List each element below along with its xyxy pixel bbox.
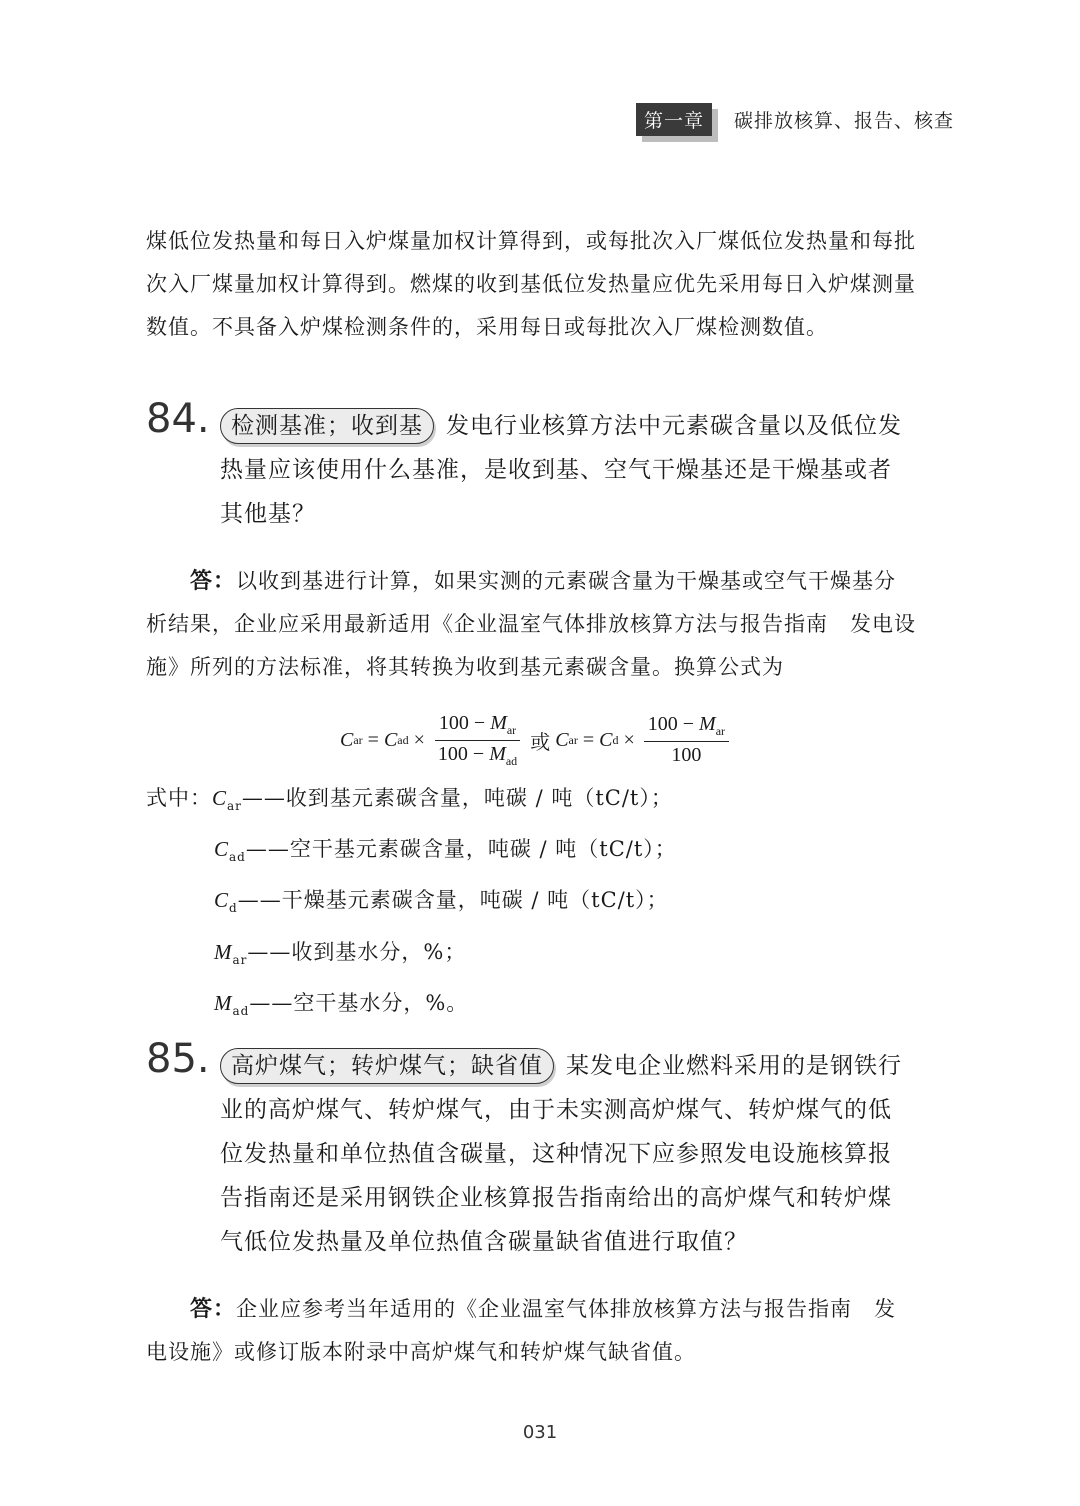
question-line: 发电行业核算方法中元素碳含量以及低位发 xyxy=(446,413,902,439)
keyword-tag: 检测基准；收到基 xyxy=(220,408,434,444)
question-number: 84. xyxy=(146,396,210,442)
conversion-formula: C ar = C ad × $\frac{100 - M_{ar}}{100 - M_{ad}}$ 或 C ar = C d × $\frac{100 - M_{ar}}{100}$ xyxy=(340,705,733,775)
intro-line: 次入厂煤量加权计算得到。燃煤的收到基低位发热量应优先采用每日入炉煤测量 xyxy=(146,272,916,296)
question-85 xyxy=(146,1036,958,1264)
formula-definitions: 式中：$C_{ar}——$收到基元素碳含量，吨碳 / 吨（tC/t）； $C_{ad}——$空干基元素碳含量，吨碳 / 吨（tC/t）； $C_d——$干燥基元素碳含量，吨碳 / 吨（tC/t）； $M_{ar}——$收到基水分，%； $M_{ad}——$空干基水分，%。 xyxy=(146,786,677,1018)
definition-text: ——收到基元素碳含量，吨碳 / 吨（tC/t）； xyxy=(241,786,673,810)
question-line: 位发热量和单位热值含碳量，这种情况下应参照发电设施核算报 xyxy=(220,1141,892,1167)
question-line: 业的高炉煤气、转炉煤气，由于未实测高炉煤气、转炉煤气的低 xyxy=(220,1097,892,1123)
answer-85 xyxy=(146,1288,956,1374)
answer-label: 答： xyxy=(190,1297,237,1322)
chapter-tag: 第一章 xyxy=(636,103,712,136)
question-84 xyxy=(146,396,958,536)
question-line: 热量应该使用什么基准，是收到基、空气干燥基还是干燥基或者 xyxy=(220,457,892,483)
question-number: 85. xyxy=(146,1036,210,1082)
fraction-2: $\frac{100 - M_{ar}}{100}$ xyxy=(644,713,729,767)
keyword-tag: 高炉煤气；转炉煤气；缺省值 xyxy=(220,1048,554,1084)
definition-text: ——收到基水分，%； xyxy=(247,939,467,964)
intro-line: 煤低位发热量和每日入炉煤量加权计算得到，或每批次入厂煤低位发热量和每批 xyxy=(146,229,916,253)
intro-paragraph xyxy=(146,220,956,349)
question-line: 告指南还是采用钢铁企业核算报告指南给出的高炉煤气和转炉煤 xyxy=(220,1185,892,1211)
answer-84 xyxy=(146,560,956,689)
answer-label: 答： xyxy=(190,569,237,594)
chapter-title: 碳排放核算、报告、核查 xyxy=(733,109,954,132)
running-header xyxy=(636,101,954,137)
question-line: 其他基？ xyxy=(220,501,316,527)
answer-line: 电设施》或修订版本附录中高炉煤气和转炉煤气缺省值。 xyxy=(146,1340,696,1364)
definition-text: ——空干基水分，%。 xyxy=(249,990,469,1015)
page-number: 031 xyxy=(522,1422,558,1443)
fraction-1: $\frac{100 - M_{ar}}{100 - M_{ad}}$ xyxy=(434,712,521,769)
answer-line: 析结果，企业应采用最新适用《企业温室气体排放核算方法与报告指南 发电设 xyxy=(146,612,916,636)
answer-line: 以收到基进行计算，如果实测的元素碳含量为干燥基或空气干燥基分 xyxy=(236,569,897,593)
definition-text: ——空干基元素碳含量，吨碳 / 吨（tC/t）； xyxy=(245,837,677,862)
question-line: 某发电企业燃料采用的是钢铁行 xyxy=(566,1053,902,1079)
definition-text: ——干燥基元素碳含量，吨碳 / 吨（tC/t）； xyxy=(237,888,669,913)
answer-line: 施》所列的方法标准，将其转换为收到基元素碳含量。换算公式为 xyxy=(146,655,784,679)
answer-line: 企业应参考当年适用的《企业温室气体排放核算方法与报告指南 发 xyxy=(236,1297,897,1321)
definitions-label: 式中： xyxy=(146,786,212,810)
question-line: 气低位发热量及单位热值含碳量缺省值进行取值？ xyxy=(220,1229,748,1255)
intro-line: 数值。不具备入炉煤检测条件的，采用每日或每批次入厂煤检测数值。 xyxy=(146,315,828,339)
